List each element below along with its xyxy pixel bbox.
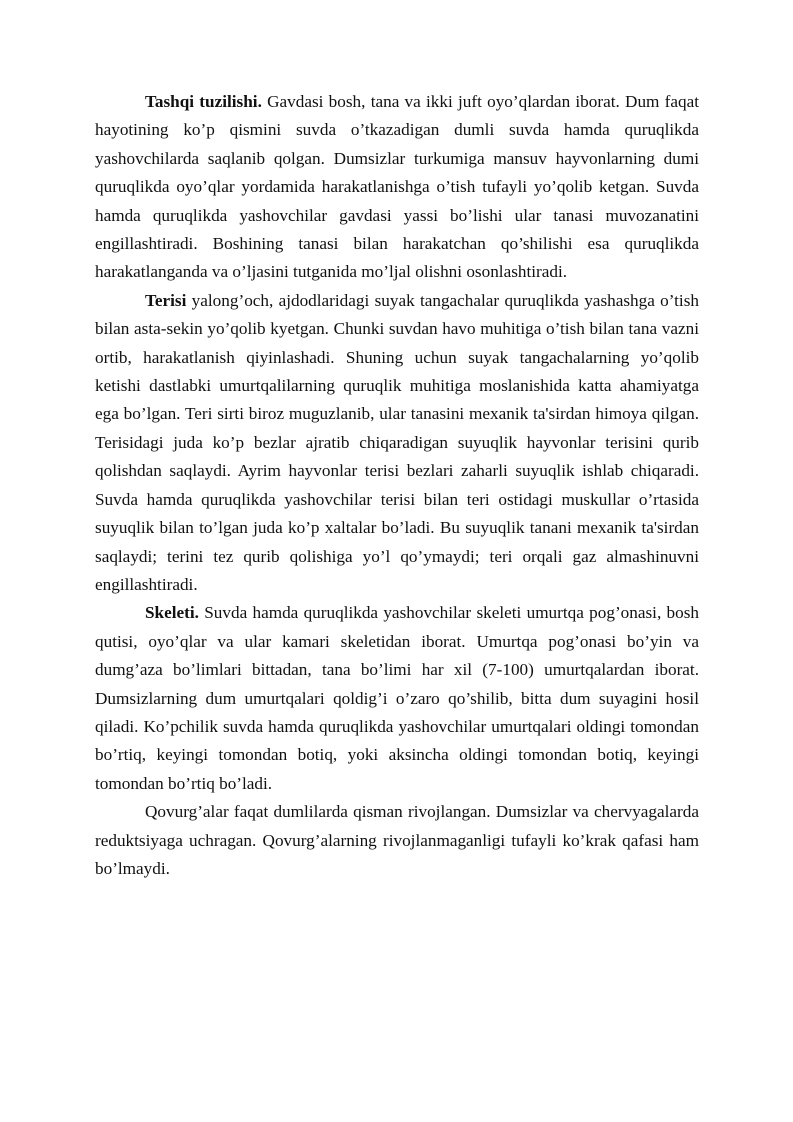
paragraph-skin [95,287,699,599]
paragraph-heading: Tashqi tuzilishi. [145,92,262,111]
paragraph-text: yalong’och, ajdodlaridagi suyak tangachalar quruqlikda yashashga o’tish bilan asta-sekin yo’qolib kyetgan. Chunki suvdan havo muhitiga o’tish bilan tana vazni ortib, harakatlanish qiyinlashadi. Shuning uchun suyak tangachalarning yo’qolib ketishi dastlabki umurtqalilarning quruqlik muhitiga moslanishida katta ahamiyatga ega bo’lgan. Teri sirti biroz muguzlanib, ular tanasini mexanik ta'sirdan himoya qilgan. Terisidagi juda ko’p bezlar ajratib chiqaradigan suyuqlik hayvonlar terisini qurib qolishdan saqlaydi. Ayrim hayvonlar terisi bezlari zaharli suyuqlik ishlab chiqaradi. Suvda hamda quruqlikda yashovchilar terisi bilan teri ostidagi muskullar o’rtasida suyuqlik bilan to’lgan juda ko’p xaltalar bo’ladi. Bu suyuqlik tanani mexanik ta'sirdan saqlaydi; terini tez qurib qolishiga yo’l qo’ymaydi; teri orqali gaz almashinuvni engillashtiradi. [95,290,699,594]
paragraph-ribs [95,798,699,883]
paragraph-heading: Skeleti. [145,603,199,623]
paragraph-external-structure [95,88,699,287]
paragraph-text: Suvda hamda quruqlikda yashovchilar skeleti umurtqa pog’onasi, bosh qutisi, oyo’qlar va ular kamari skeletidan iborat. Umurtqa pog’onasi bo’yin va dumg’aza bo’limlari bittadan, tana bo’limi har xil (7-100) umurtqalardan iborat. Dumsizlarning dum umurtqalari qoldig’i o’zaro qo’shilib, bitta dum suyagini hosil qiladi. Ko’pchilik suvda hamda quruqlikda yashovchilar umurtqalari oldingi tomondan bo’rtiq, keyingi tomondan botiq, yoki aksincha oldingi tomondan botiq, keyingi tomondan bo’rtiq bo’ladi. [95,603,699,793]
paragraph-text: Qovurg’alar faqat dumlilarda qisman rivojlangan. Dumsizlar va chervyagalarda reduktsiyaga uchragan. Qovurg’alarning rivojlanmaganligi tufayli ko’krak qafasi ham bo’lmaydi. [95,802,699,878]
paragraph-text: Gavdasi bosh, tana va ikki juft oyo’qlardan iborat. Dum faqat hayotining ko’p qismini suvda o’tkazadigan dumli suvda hamda quruqlikda yashovchilarda saqlanib qolgan. Dumsizlar turkumiga mansuv hayvonlarning dumi quruqlikda oyo’qlar yordamida harakatlanishga o’tish tufayli yo’qolib ketgan. Suvda hamda quruqlikda yashovchilar gavdasi yassi bo’lishi ular tanasi muvozanatini engillashtiradi. Boshining tanasi bilan harakatchan qo’shilishi esa quruqlikda harakatlanganda va o’ljasini tutganida mo’ljal olishni osonlashtiradi. [95,92,700,282]
paragraph-skeleton [95,599,699,798]
document-page [95,88,699,883]
paragraph-heading: Terisi [145,290,187,310]
